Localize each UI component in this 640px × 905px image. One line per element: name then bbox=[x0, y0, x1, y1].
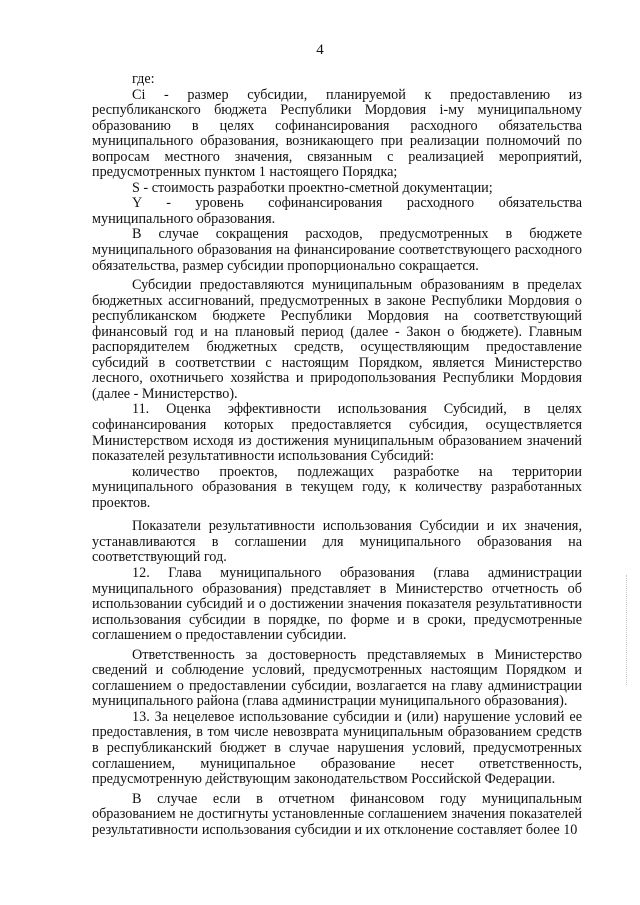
paragraph-where: где: bbox=[132, 71, 155, 87]
paragraph-13-misuse: 13. За нецелевое использование субсидии и (или) нарушение условий ее предоставления, в том числе невозврата муниципальным образованием средств в республиканский бюджет в случае нарушения условий, предусмотренных соглашением, муниципальное образование несет ответственность, предусмотренную действующим законодательством Российской Федерации. bbox=[92, 708, 582, 788]
paragraph-12-reporting: 12. Глава муниципального образования (глава администрации муниципального образования) представляет в Министерство отчетность об использовании субсидий и о достижении значения показателя результативности использования субсидии в порядке, по форме и в сроки, предусмотренные соглашением о предоставлении субсидии. bbox=[92, 564, 582, 644]
page-number: 4 bbox=[316, 42, 324, 58]
paragraph-11-efficiency: 11. Оценка эффективности использования Субсидий, в целях софинансирования которых предоставляется субсидия, осуществляется Министерством исходя из достижения муниципальным образованием значений показателей результативности использования Субсидий: bbox=[92, 401, 582, 465]
paragraph-projects-count: количество проектов, подлежащих разработке на территории муниципального образования в текущем году, к количеству разработанных проектов. bbox=[92, 463, 582, 511]
paragraph-subsidies-provision: Субсидии предоставляются муниципальным образованиям в пределах бюджетных ассигнований, предусмотренных в законе Республики Мордовия о республиканском бюджете Республики Мордовия на соответствующий финансовый год и на плановый период (далее - Закон о бюджете). Главным распорядителем бюджетных средств, осуществляющим предоставление субсидий в соответствии с настоящим Порядком, является Министерство лесного, охотничьего хозяйства и природопользования Республики Мордовия (далее - Министерство). bbox=[92, 277, 582, 402]
paragraph-responsibility: Ответственность за достоверность представляемых в Министерство сведений и соблюдение условий, предусмотренных настоящим Порядком и соглашением о предоставлении субсидии, возлагается на главу администрации муниципального района (глава администрации муниципального образования). bbox=[92, 646, 582, 710]
document-body bbox=[92, 72, 582, 838]
paragraph-s-definition: S - стоимость разработки проектно-сметной документации; bbox=[132, 179, 493, 196]
paragraph-reduction: В случае сокращения расходов, предусмотренных в бюджете муниципального образования на финансирование соответствующего расходного обязательства, размер субсидии пропорционально сокращается. bbox=[92, 226, 582, 274]
paragraph-y-definition: Y - уровень софинансирования расходного обязательства муниципального образования. bbox=[92, 195, 582, 227]
paragraph-ci-definition: Ci - размер субсидии, планируемой к предоставлению из республиканского бюджета Республики Мордовия i-му муниципальному образованию в целях софинансирования расходного обязательства муниципального образования, возникающего при реализации полномочий по вопросам местного значения, связанным с реализацией мероприятий, предусмотренных пунктом 1 настоящего Порядка; bbox=[92, 86, 582, 181]
paragraph-indicators: Показатели результативности использования Субсидии и их значения, устанавливаются в соглашении для муниципального образования на соответствующий год. bbox=[92, 518, 582, 566]
paragraph-not-achieved: В случае если в отчетном финансовом году муниципальным образованием не достигнуты установленные соглашением значения показателей результативности использования субсидии и их отклонение составляет более 10 bbox=[92, 790, 582, 838]
scan-margin-marks bbox=[626, 575, 628, 685]
